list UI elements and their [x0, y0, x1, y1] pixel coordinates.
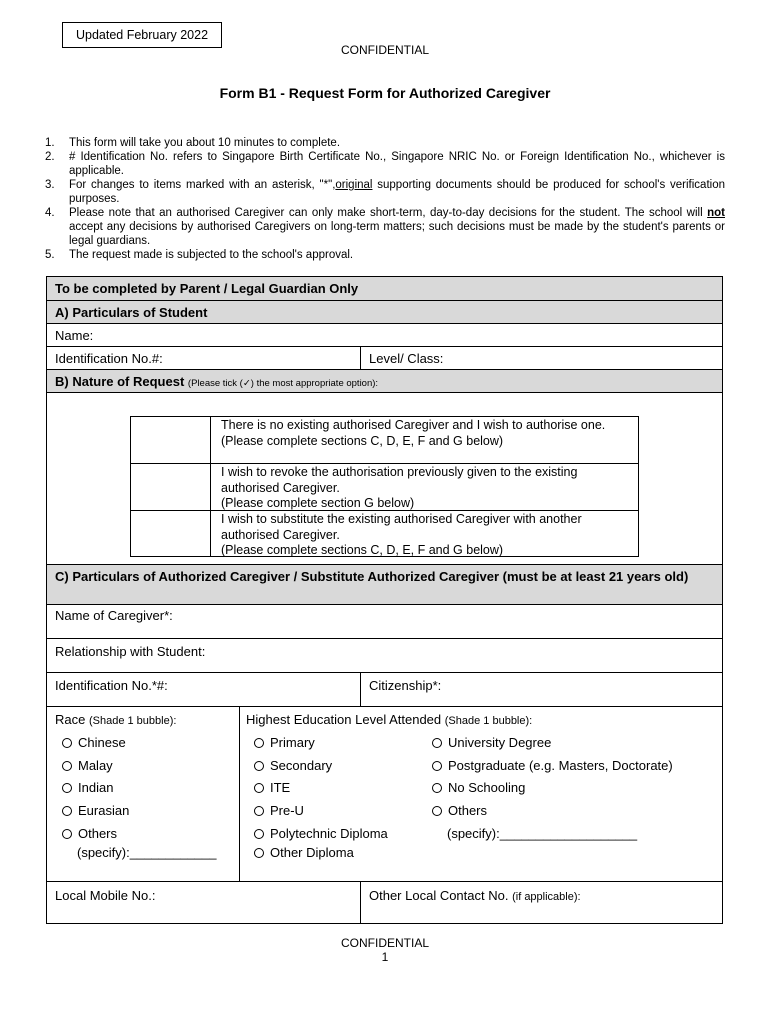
education-option-label: Other Diploma	[270, 845, 354, 860]
other-contact-label: Other Local Contact No.	[369, 888, 509, 903]
race-education-row	[47, 707, 722, 882]
request-option-new	[131, 417, 638, 464]
education-specify-field[interactable]: (specify):___________________	[447, 826, 638, 841]
bubble-icon[interactable]	[432, 738, 442, 748]
education-option-postgraduate[interactable]	[432, 758, 673, 774]
instruction-text: This form will take you about 10 minutes to complete.	[69, 137, 341, 149]
instruction-number: 3.	[45, 179, 55, 191]
race-option-others[interactable]	[62, 826, 117, 842]
parent-guardian-header	[47, 277, 722, 301]
race-option-label: Others	[78, 826, 118, 841]
education-option-primary[interactable]	[254, 735, 315, 751]
request-options-table	[130, 416, 639, 557]
education-option-secondary[interactable]	[254, 758, 332, 774]
page-footer	[0, 936, 770, 964]
education-note: (Shade 1 bubble):	[444, 715, 533, 727]
instruction-text: # Identification No. refers to Singapore Birth Certificate No., Singapore NRIC No. or Foreign Identification No., whichever is applicable.	[69, 151, 725, 177]
instruction-item	[45, 150, 725, 178]
bubble-icon[interactable]	[254, 829, 264, 839]
page-number: 1	[381, 950, 389, 964]
bubble-icon[interactable]	[254, 783, 264, 793]
education-option-label: Secondary	[270, 758, 333, 773]
relationship-label: Relationship with Student:	[55, 644, 206, 659]
caregiver-id-label[interactable]: Identification No.*#:	[55, 678, 168, 693]
education-option-label: Pre-U	[270, 803, 304, 818]
education-option-university[interactable]	[432, 735, 551, 751]
bubble-icon[interactable]	[254, 806, 264, 816]
bubble-icon[interactable]	[432, 806, 442, 816]
bubble-icon[interactable]	[254, 848, 264, 858]
education-label-wrap	[246, 712, 532, 727]
instruction-number: 1.	[45, 137, 55, 149]
request-option-text: I wish to substitute the existing authorised Caregiver with another authorised Caregiver. (Please complete sections C, D, E, F and G below)	[221, 512, 582, 557]
parent-guardian-header-text: To be completed by Parent / Legal Guardian Only	[55, 281, 359, 296]
relationship-row[interactable]	[47, 639, 722, 673]
race-option-label: Malay	[78, 758, 113, 773]
updated-date-box: Updated February 2022	[62, 22, 222, 48]
bubble-icon[interactable]	[62, 806, 72, 816]
tick-box[interactable]	[131, 511, 211, 557]
section-a-title: A) Particulars of Student	[55, 305, 208, 320]
instruction-item	[45, 178, 725, 206]
race-note: (Shade 1 bubble):	[88, 715, 177, 727]
column-divider	[360, 882, 361, 923]
section-b-title: B) Nature of Request	[55, 374, 185, 389]
instruction-text: For changes to items marked with an asterisk, "*",	[69, 179, 336, 191]
caregiver-name-label: Name of Caregiver*:	[55, 608, 173, 623]
instruction-item	[45, 248, 725, 262]
education-option-label: Others	[448, 803, 488, 818]
race-option-eurasian[interactable]	[62, 803, 129, 819]
education-option-label: ITE	[270, 780, 291, 795]
confidential-header: CONFIDENTIAL	[340, 43, 429, 57]
bubble-icon[interactable]	[432, 761, 442, 771]
instruction-text: Please note that an authorised Caregiver can only make short-term, day-to-day decisions for the student. The school will	[69, 207, 708, 219]
bubble-icon[interactable]	[254, 761, 264, 771]
instruction-bold-text: not	[707, 207, 725, 219]
request-option-revoke	[131, 464, 638, 511]
other-contact-wrap[interactable]	[369, 888, 581, 903]
instruction-number: 4.	[45, 207, 55, 219]
instruction-item	[45, 136, 725, 150]
bubble-icon[interactable]	[254, 738, 264, 748]
education-option-no-schooling[interactable]	[432, 780, 525, 796]
instruction-text: The request made is subjected to the school's approval.	[69, 249, 354, 261]
race-option-label: Indian	[78, 780, 114, 795]
bubble-icon[interactable]	[62, 761, 72, 771]
race-option-label: Eurasian	[78, 803, 130, 818]
student-name-label: Name:	[55, 328, 94, 343]
instruction-number: 2.	[45, 151, 55, 163]
instructions-list	[45, 136, 725, 262]
column-divider	[360, 673, 361, 707]
instruction-text: supporting documents should be produced for school's verification purposes.	[69, 179, 725, 205]
contact-row	[47, 882, 722, 923]
education-option-pre-u[interactable]	[254, 803, 304, 819]
mobile-label[interactable]: Local Mobile No.:	[55, 888, 156, 903]
instruction-item	[45, 206, 725, 248]
education-option-label: No Schooling	[448, 780, 526, 795]
other-contact-note: (if applicable):	[512, 891, 581, 903]
race-option-chinese[interactable]	[62, 735, 126, 751]
bubble-icon[interactable]	[62, 829, 72, 839]
race-option-indian[interactable]	[62, 780, 113, 796]
education-option-label: University Degree	[448, 735, 552, 750]
column-divider	[239, 707, 240, 882]
caregiver-name-row[interactable]	[47, 605, 722, 639]
education-option-ite[interactable]	[254, 780, 290, 796]
race-option-label: Chinese	[78, 735, 126, 750]
bubble-icon[interactable]	[432, 783, 442, 793]
education-option-others[interactable]	[432, 803, 487, 819]
education-option-other-diploma[interactable]	[254, 845, 354, 861]
education-option-label: Polytechnic Diploma	[270, 826, 388, 841]
caregiver-id-row	[47, 673, 722, 707]
section-c-header	[47, 565, 722, 605]
request-option-substitute	[131, 511, 638, 557]
bubble-icon[interactable]	[62, 783, 72, 793]
form-title: Form B1 - Request Form for Authorized Caregiver	[219, 85, 551, 101]
level-class-label[interactable]: Level/ Class:	[369, 351, 444, 366]
instruction-underlined-text: original	[335, 179, 373, 191]
education-option-polytechnic[interactable]	[254, 826, 388, 842]
bubble-icon[interactable]	[62, 738, 72, 748]
citizenship-label[interactable]: Citizenship*:	[369, 678, 442, 693]
tick-box[interactable]	[131, 464, 211, 510]
race-option-malay[interactable]	[62, 758, 113, 774]
confidential-footer: CONFIDENTIAL	[340, 936, 429, 950]
column-divider	[360, 347, 361, 370]
student-name-row[interactable]	[47, 324, 722, 347]
section-b-note: (Please tick (✓) the most appropriate option):	[187, 378, 379, 389]
request-form-table	[46, 276, 723, 924]
race-specify-field[interactable]: (specify):____________	[77, 845, 217, 860]
instruction-text: accept any decisions by authorised Caregivers on long-term matters; such decisions must be made by the student's parents or legal guardians.	[69, 221, 725, 247]
section-b-header	[47, 370, 722, 393]
request-option-text: I wish to revoke the authorisation previously given to the existing authorised Caregiver. (Please complete section G below)	[221, 465, 578, 510]
request-option-text: There is no existing authorised Caregiver and I wish to authorise one. (Please complete sections C, D, E, F and G below)	[221, 418, 606, 448]
race-label: Race	[55, 712, 86, 727]
section-b-title-wrap	[55, 374, 378, 389]
section-a-header	[47, 301, 722, 324]
section-c-title: C) Particulars of Authorized Caregiver / Substitute Authorized Caregiver (must be at least 21 years old)	[55, 569, 689, 584]
instruction-number: 5.	[45, 249, 55, 261]
education-option-label: Postgraduate (e.g. Masters, Doctorate)	[448, 758, 673, 773]
student-id-row	[47, 347, 722, 370]
tick-box[interactable]	[131, 417, 211, 463]
student-id-label[interactable]: Identification No.#:	[55, 351, 163, 366]
race-label-wrap	[55, 712, 176, 727]
education-label: Highest Education Level Attended	[246, 712, 442, 727]
education-option-label: Primary	[270, 735, 315, 750]
